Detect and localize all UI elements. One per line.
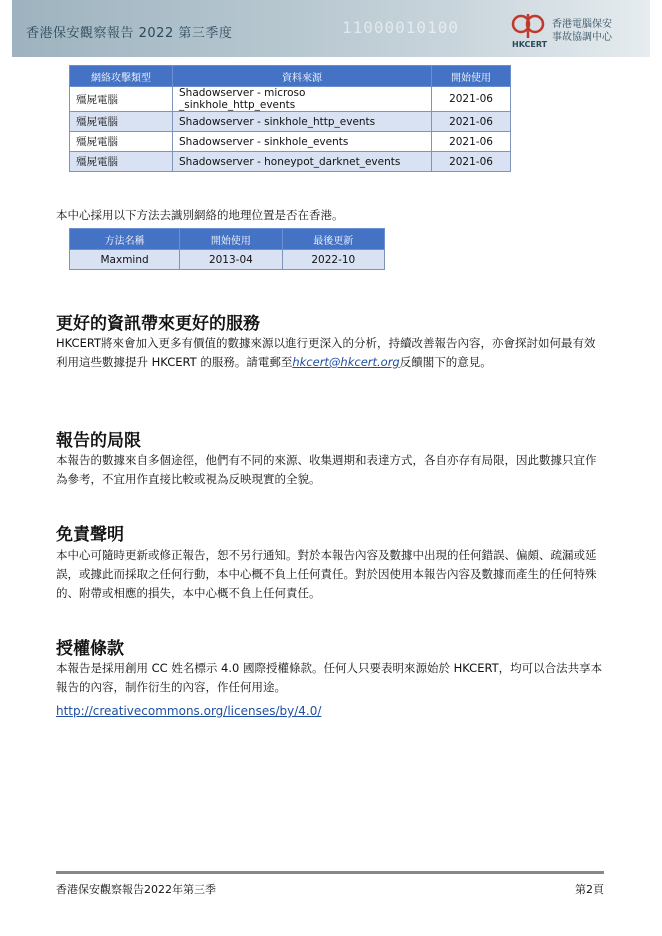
cell-source: Shadowserver - sinkhole_events	[173, 132, 432, 152]
table-row	[70, 152, 511, 172]
table-row	[70, 112, 511, 132]
better-info-text: HKCERT將來會加入更多有價值的數據來源以進行更深入的分析，持續改善報告內容，亦會探討如何最有效利用這些數據提升 HKCERT 的服務。請電郵至	[56, 336, 596, 369]
header-banner	[12, 0, 650, 57]
license-paragraph: 本報告是採用創用 CC 姓名標示 4.0 國際授權條款。任何人只要表明來源始於 HKCERT，均可以合法共享本報告的內容，制作衍生的內容，作任何用途。	[56, 661, 603, 694]
table-row	[70, 250, 385, 270]
footer-divider	[56, 871, 604, 874]
cell-start: 2021-06	[432, 152, 511, 172]
col-header-start: 開始使用	[432, 66, 511, 87]
logo-chinese-name	[552, 18, 612, 44]
email-link[interactable]: hkcert@hkcert.org	[292, 355, 400, 369]
cell-start: 2021-06	[432, 112, 511, 132]
cell-source: Shadowserver - microso _sinkhole_http_events	[173, 87, 432, 112]
license-url-link[interactable]: http://creativecommons.org/licenses/by/4.0/	[56, 704, 322, 718]
cell-attack-type: 殭屍電腦	[70, 132, 173, 152]
cell-start: 2013-04	[180, 250, 282, 270]
cell-start: 2021-06	[432, 132, 511, 152]
cell-source: Shadowserver - honeypot_darknet_events	[173, 152, 432, 172]
logo-abbreviation: HKCERT	[512, 40, 548, 49]
col-header-attack-type: 網絡攻擊類型	[70, 66, 173, 87]
cell-updated: 2022-10	[282, 250, 384, 270]
cell-attack-type: 殭屍電腦	[70, 112, 173, 132]
header-binary-decoration: 11000010100	[342, 18, 459, 37]
cell-attack-type: 殭屍電腦	[70, 152, 173, 172]
logo-cn-line1: 香港電腦保安	[552, 19, 612, 30]
col-header-start: 開始使用	[180, 229, 282, 250]
col-header-source: 資料來源	[173, 66, 432, 87]
footer-report-title: 香港保安觀察報告2022年第三季	[56, 883, 216, 896]
better-info-paragraph	[56, 334, 604, 372]
data-source-table	[69, 65, 511, 172]
col-header-updated: 最後更新	[282, 229, 384, 250]
heading-better-info: 更好的資訊帶來更好的服務	[56, 314, 260, 334]
geo-method-table	[69, 228, 385, 270]
cell-method: Maxmind	[70, 250, 180, 270]
col-header-method: 方法名稱	[70, 229, 180, 250]
logo-cn-line2: 事故協調中心	[552, 32, 612, 43]
limitations-paragraph: 本報告的數據來自多個途徑，他們有不同的來源、收集週期和表達方式，各自亦存有局限，因此數據只宜作為參考，不宜用作直接比較或視為反映現實的全貌。	[56, 453, 597, 486]
heading-license: 授權條款	[56, 639, 124, 659]
disclaimer-paragraph: 本中心可隨時更新或修正報告，恕不另行通知。對於本報告內容及數據中出現的任何錯誤、偏頗、疏漏或延誤，或據此而採取之任何行動，本中心概不負上任何責任。對於因使用本報告內容及數據而產生的任何特殊的、附帶或相應的損失，本中心概不負上任何責任。	[56, 548, 597, 600]
heading-disclaimer: 免責聲明	[56, 525, 124, 545]
footer-page-number: 第2頁	[575, 883, 604, 896]
heading-limitations: 報告的局限	[56, 431, 141, 451]
cell-start: 2021-06	[432, 87, 511, 112]
table-row	[70, 132, 511, 152]
geo-intro: 本中心採用以下方法去識別網絡的地理位置是否在香港。	[56, 208, 344, 222]
cell-source: Shadowserver - sinkhole_http_events	[173, 112, 432, 132]
header-title: 香港保安觀察報告 2022 第三季度	[26, 26, 233, 41]
table-row	[70, 87, 511, 112]
better-info-text-end: 反饋閣下的意見。	[399, 355, 492, 369]
cell-attack-type: 殭屍電腦	[70, 87, 173, 112]
